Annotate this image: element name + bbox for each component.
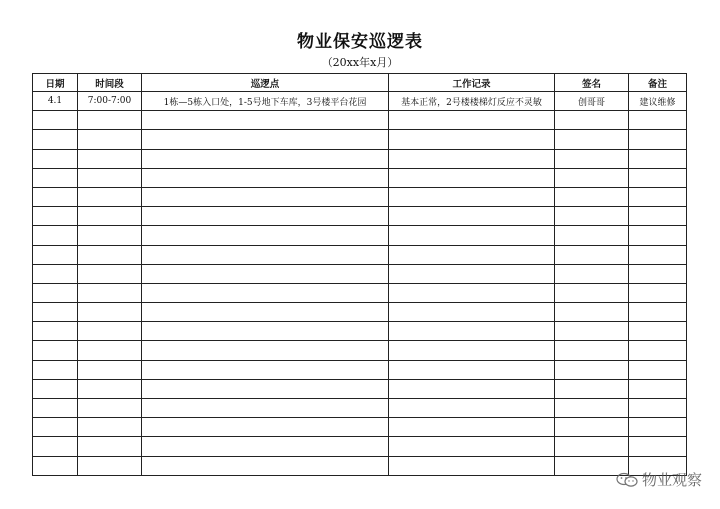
- cell-patrol-points: [142, 226, 389, 245]
- table-row: [33, 456, 687, 475]
- table-row: [33, 399, 687, 418]
- watermark-text: 物业观察: [641, 471, 702, 489]
- cell-time-period: [78, 341, 142, 360]
- cell-signature: [555, 360, 629, 379]
- cell-time-period: [78, 149, 142, 168]
- cell-patrol-points: [142, 322, 389, 341]
- cell-signature: [555, 322, 629, 341]
- header-patrol-points: 巡逻点: [142, 74, 389, 92]
- cell-signature: [555, 245, 629, 264]
- table-row: [33, 187, 687, 206]
- cell-work-record: [389, 264, 555, 283]
- cell-signature: [555, 111, 629, 130]
- cell-time-period: [78, 283, 142, 302]
- table-row: [33, 245, 687, 264]
- cell-signature: 创哥哥: [555, 92, 629, 111]
- cell-time-period: [78, 399, 142, 418]
- cell-remarks: [629, 245, 687, 264]
- cell-signature: [555, 341, 629, 360]
- cell-time-period: [78, 456, 142, 475]
- cell-work-record: [389, 341, 555, 360]
- cell-signature: [555, 187, 629, 206]
- cell-date: [33, 341, 78, 360]
- cell-date: [33, 322, 78, 341]
- cell-signature: [555, 303, 629, 322]
- table-row: [33, 149, 687, 168]
- cell-remarks: [629, 168, 687, 187]
- cell-signature: [555, 283, 629, 302]
- cell-patrol-points: [142, 418, 389, 437]
- cell-work-record: [389, 168, 555, 187]
- cell-work-record: [389, 283, 555, 302]
- cell-date: [33, 379, 78, 398]
- cell-work-record: [389, 399, 555, 418]
- cell-date: [33, 187, 78, 206]
- table-row: [33, 418, 687, 437]
- table-row: [33, 322, 687, 341]
- header-work-record: 工作记录: [389, 74, 555, 92]
- cell-date: [33, 130, 78, 149]
- cell-remarks: [629, 379, 687, 398]
- cell-patrol-points: [142, 245, 389, 264]
- cell-time-period: [78, 226, 142, 245]
- cell-patrol-points: [142, 360, 389, 379]
- cell-date: [33, 226, 78, 245]
- header-remarks: 备注: [629, 74, 687, 92]
- cell-signature: [555, 264, 629, 283]
- cell-work-record: [389, 303, 555, 322]
- cell-patrol-points: [142, 187, 389, 206]
- cell-patrol-points: [142, 341, 389, 360]
- cell-patrol-points: [142, 303, 389, 322]
- cell-time-period: [78, 418, 142, 437]
- table-row: [33, 437, 687, 456]
- cell-time-period: [78, 130, 142, 149]
- cell-signature: [555, 399, 629, 418]
- wechat-icon: [616, 472, 638, 488]
- cell-time-period: [78, 111, 142, 130]
- cell-time-period: [78, 207, 142, 226]
- table-row: [33, 130, 687, 149]
- table-row: [33, 360, 687, 379]
- cell-patrol-points: [142, 456, 389, 475]
- cell-time-period: [78, 360, 142, 379]
- cell-remarks: [629, 283, 687, 302]
- cell-date: [33, 149, 78, 168]
- header-time-period: 时间段: [78, 74, 142, 92]
- cell-patrol-points: [142, 283, 389, 302]
- cell-signature: [555, 379, 629, 398]
- cell-date: [33, 168, 78, 187]
- cell-remarks: [629, 207, 687, 226]
- cell-patrol-points: [142, 130, 389, 149]
- cell-remarks: [629, 111, 687, 130]
- table-row: [33, 303, 687, 322]
- cell-patrol-points: [142, 168, 389, 187]
- cell-remarks: [629, 187, 687, 206]
- cell-remarks: 建议维修: [629, 92, 687, 111]
- cell-remarks: [629, 303, 687, 322]
- cell-signature: [555, 437, 629, 456]
- cell-date: [33, 283, 78, 302]
- cell-remarks: [629, 399, 687, 418]
- cell-date: [33, 245, 78, 264]
- table-row: [33, 207, 687, 226]
- cell-date: [33, 456, 78, 475]
- cell-patrol-points: [142, 149, 389, 168]
- cell-time-period: [78, 245, 142, 264]
- cell-time-period: [78, 187, 142, 206]
- cell-patrol-points: [142, 111, 389, 130]
- patrol-log-table: [32, 73, 687, 476]
- cell-date: 4.1: [33, 92, 78, 111]
- page-title: 物业保安巡逻表: [297, 32, 423, 52]
- cell-work-record: [389, 245, 555, 264]
- cell-remarks: [629, 264, 687, 283]
- cell-date: [33, 207, 78, 226]
- page-subtitle: （20xx年x月）: [321, 56, 399, 69]
- header-date: 日期: [33, 74, 78, 92]
- cell-patrol-points: [142, 437, 389, 456]
- table-row: [33, 341, 687, 360]
- cell-remarks: [629, 226, 687, 245]
- cell-remarks: [629, 130, 687, 149]
- cell-date: [33, 264, 78, 283]
- cell-work-record: [389, 437, 555, 456]
- table-row: [33, 92, 687, 111]
- cell-work-record: [389, 226, 555, 245]
- cell-remarks: [629, 341, 687, 360]
- table-row: [33, 111, 687, 130]
- cell-date: [33, 303, 78, 322]
- cell-work-record: [389, 111, 555, 130]
- cell-work-record: [389, 207, 555, 226]
- watermark: [616, 469, 702, 490]
- cell-signature: [555, 168, 629, 187]
- cell-patrol-points: [142, 399, 389, 418]
- cell-work-record: 基本正常，2号楼楼梯灯反应不灵敏: [389, 92, 555, 111]
- cell-work-record: [389, 418, 555, 437]
- cell-work-record: [389, 322, 555, 341]
- cell-patrol-points: [142, 207, 389, 226]
- cell-remarks: [629, 149, 687, 168]
- cell-time-period: [78, 379, 142, 398]
- cell-date: [33, 111, 78, 130]
- cell-work-record: [389, 187, 555, 206]
- cell-work-record: [389, 456, 555, 475]
- cell-signature: [555, 207, 629, 226]
- cell-date: [33, 399, 78, 418]
- table-body: [33, 92, 687, 476]
- table-header-row: [33, 74, 687, 92]
- header-signature: 签名: [555, 74, 629, 92]
- cell-work-record: [389, 149, 555, 168]
- cell-date: [33, 360, 78, 379]
- cell-signature: [555, 418, 629, 437]
- table-row: [33, 226, 687, 245]
- cell-date: [33, 418, 78, 437]
- cell-time-period: 7:00-7:00: [78, 92, 142, 111]
- cell-signature: [555, 130, 629, 149]
- cell-remarks: [629, 418, 687, 437]
- cell-patrol-points: [142, 264, 389, 283]
- cell-signature: [555, 226, 629, 245]
- cell-time-period: [78, 303, 142, 322]
- cell-remarks: [629, 322, 687, 341]
- table-row: [33, 264, 687, 283]
- cell-work-record: [389, 379, 555, 398]
- cell-time-period: [78, 322, 142, 341]
- cell-time-period: [78, 437, 142, 456]
- cell-work-record: [389, 130, 555, 149]
- cell-remarks: [629, 360, 687, 379]
- table-row: [33, 379, 687, 398]
- cell-date: [33, 437, 78, 456]
- cell-remarks: [629, 437, 687, 456]
- cell-patrol-points: [142, 379, 389, 398]
- cell-patrol-points: 1栋—5栋入口处，1-5号地下车库，3号楼平台花园: [142, 92, 389, 111]
- cell-signature: [555, 149, 629, 168]
- cell-time-period: [78, 168, 142, 187]
- table-row: [33, 168, 687, 187]
- cell-time-period: [78, 264, 142, 283]
- table-row: [33, 283, 687, 302]
- cell-work-record: [389, 360, 555, 379]
